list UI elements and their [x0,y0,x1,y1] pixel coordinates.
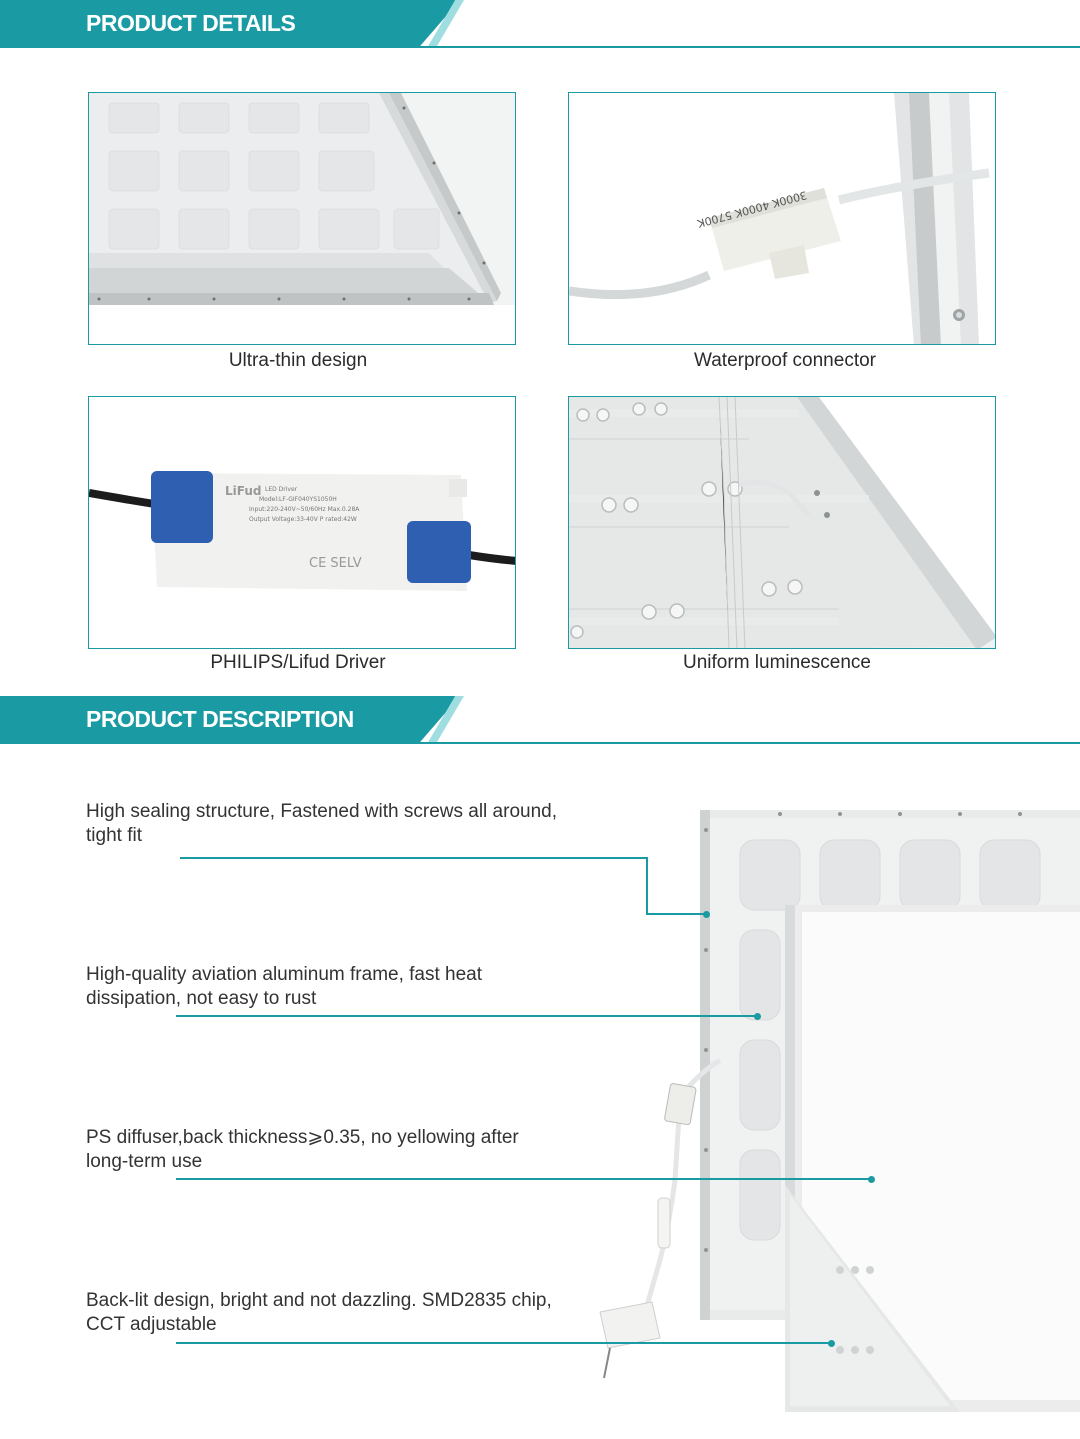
description-back-lit: Back-lit design, bright and not dazzling. SMD2835 chip, CCT adjustable [86,1290,552,1335]
caption-ultra-thin: Ultra-thin design [228,350,368,371]
photo-driver [88,396,516,649]
driver-input: Input:220-240V~50/60Hz Max.0.28A [249,506,360,513]
description-section-header [0,696,1080,748]
caption-waterproof-connector: Waterproof connector [694,350,876,371]
callout-dot-aluminum [754,1013,761,1020]
callout-line-sealing-horizontal [646,913,706,915]
callout-line-sealing [180,857,648,859]
photo-uniform-luminescence [568,396,996,649]
driver-model: Model:LF-GIF040YS1050H [259,496,337,503]
panel-illustration [580,800,1080,1415]
caption-driver: PHILIPS/Lifud Driver [210,652,386,673]
description-aluminum-frame: High-quality aviation aluminum frame, fast heat dissipation, not easy to rust [86,964,483,1009]
details-section-title: PRODUCT DETAILS [86,10,296,36]
callout-dot-backlit [828,1340,835,1347]
connector-label-text: 3000K 4000K 5700K [696,188,809,230]
caption-uniform-luminescence: Uniform luminescence [683,652,871,673]
driver-name: LED Driver [265,486,298,493]
details-section-header [0,0,1080,52]
description-sealing-structure: High sealing structure, Fastened with screws all around, tight fit [86,801,558,846]
driver-brand: LiFud [225,484,262,498]
callout-dot-diffuser [868,1176,875,1183]
description-section-title: PRODUCT DESCRIPTION [86,706,354,732]
photo-ultra-thin [88,92,516,345]
driver-marks: CE SELV [309,556,362,571]
callout-line-aluminum [176,1015,758,1017]
description-ps-diffuser: PS diffuser,back thickness⩾0.35, no yellowing after long-term use [86,1127,519,1172]
callout-line-backlit [176,1342,832,1344]
photo-waterproof-connector [568,92,996,345]
driver-output: Output Voltage:33-40V P rated:42W [249,516,357,523]
callout-dot-sealing [703,911,710,918]
callout-line-sealing-vertical [646,857,648,915]
callout-line-diffuser [176,1178,872,1180]
